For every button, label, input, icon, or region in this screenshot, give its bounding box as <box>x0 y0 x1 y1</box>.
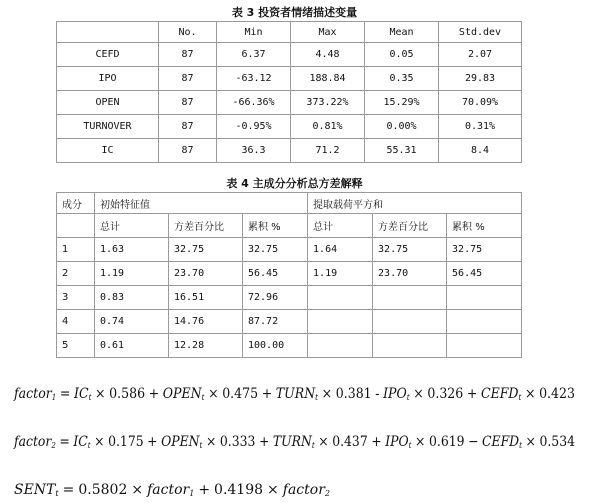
table-cell <box>57 214 95 238</box>
formula-lhs: factor$_2$ <box>14 434 56 450</box>
table-cell: 32.75 <box>373 238 447 262</box>
formula-factor2 <box>14 434 575 450</box>
formula-coefficient: 0.326 <box>427 386 464 402</box>
table-row <box>57 139 522 163</box>
table-cell: 0.74 <box>95 310 169 334</box>
formula-variable: $OPEN_t$ <box>162 386 205 402</box>
formula-coefficient: 0.175 <box>108 434 144 450</box>
table-row <box>57 286 522 310</box>
table-cell: 72.96 <box>243 286 308 310</box>
table3-column-header: Max <box>291 22 365 43</box>
table-cell <box>447 310 522 334</box>
table4-column-header: 累积 % <box>447 214 522 238</box>
formula-operator: = <box>62 482 75 498</box>
table-cell: 56.45 <box>243 262 308 286</box>
table-row <box>57 334 522 358</box>
table4-caption: 表 4 主成分分析总方差解释 <box>226 177 363 190</box>
table-row <box>57 91 522 115</box>
table3-column-header: No. <box>159 22 217 43</box>
formula-operator: = <box>59 386 71 402</box>
formula-operator: × <box>525 434 536 450</box>
table-cell: 0.83 <box>95 286 169 310</box>
formula-operator: × <box>94 434 105 450</box>
formula-operator: = <box>59 434 70 450</box>
table-cell: 15.29% <box>365 91 439 115</box>
table-cell: 3 <box>57 286 95 310</box>
table-cell: 87 <box>159 115 217 139</box>
table-cell: 32.75 <box>447 238 522 262</box>
formula-coefficient: 0.5802 <box>78 482 128 498</box>
table-cell: 12.28 <box>169 334 243 358</box>
table-cell <box>447 334 522 358</box>
table-cell: 1 <box>57 238 95 262</box>
formula-coefficient: 0.4198 <box>214 482 264 498</box>
table-cell <box>373 334 447 358</box>
formula-coefficient: 0.423 <box>539 386 575 402</box>
table-cell: 56.45 <box>447 262 522 286</box>
table4-sub-header-row <box>57 214 522 238</box>
table-cell: 0.61 <box>95 334 169 358</box>
formula-operator: × <box>321 386 333 402</box>
formula-coefficient: 0.333 <box>219 434 256 450</box>
formula-coefficient: 0.437 <box>332 434 368 450</box>
table4 <box>56 192 522 358</box>
table4-column-header: 总计 <box>308 214 373 238</box>
table-cell: 32.75 <box>169 238 243 262</box>
table-cell: 188.84 <box>291 67 365 91</box>
table-cell: 4 <box>57 310 95 334</box>
table-cell: 6.37 <box>217 43 291 67</box>
table-cell <box>308 286 373 310</box>
table-row <box>57 67 522 91</box>
table-cell: -63.12 <box>217 67 291 91</box>
table-cell: 23.70 <box>373 262 447 286</box>
formula-sent <box>14 482 330 498</box>
table-cell: 16.51 <box>169 286 243 310</box>
table4-column-header: 方差百分比 <box>373 214 447 238</box>
table-cell: IPO <box>57 67 159 91</box>
initial-eigenvalues-header: 初始特征值 <box>95 193 308 214</box>
table-cell: IC <box>57 139 159 163</box>
table-cell: 5 <box>57 334 95 358</box>
table3-caption: 表 3 投资者情绪描述变量 <box>231 6 358 19</box>
table-cell: 87 <box>159 43 217 67</box>
table-cell <box>373 310 447 334</box>
formula-variable: $IC_t$ <box>74 386 92 402</box>
formula-variable: $CEFD_t$ <box>482 434 522 450</box>
table-cell: 29.83 <box>439 67 522 91</box>
formula-operator: + <box>148 386 160 402</box>
table4-column-header: 总计 <box>95 214 169 238</box>
table-cell: 87 <box>159 139 217 163</box>
formula-operator: × <box>95 386 106 402</box>
table-cell: CEFD <box>57 43 159 67</box>
table-cell: 32.75 <box>243 238 308 262</box>
table-row <box>57 115 522 139</box>
formula-lhs: $SENT_t$ <box>14 482 59 498</box>
formula-variable: $IC_t$ <box>73 434 91 450</box>
table-row <box>57 43 522 67</box>
table-cell <box>447 286 522 310</box>
table-cell: 1.19 <box>95 262 169 286</box>
table-cell: 55.31 <box>365 139 439 163</box>
formula-coefficient: 0.534 <box>539 434 575 450</box>
formula-operator: × <box>318 434 329 450</box>
table-cell: 1.63 <box>95 238 169 262</box>
formula-operator: × <box>208 386 219 402</box>
table-cell: 87 <box>159 91 217 115</box>
extraction-sums-header: 提取载荷平方和 <box>308 193 522 214</box>
component-header: 成分 <box>57 193 95 214</box>
table-cell: 4.48 <box>291 43 365 67</box>
formula-operator: + <box>261 386 273 402</box>
table-cell: 0.00% <box>365 115 439 139</box>
formula-variable: $CEFD_t$ <box>480 386 522 402</box>
table-cell <box>308 334 373 358</box>
formula-operator: × <box>413 386 424 402</box>
formula-operator: + <box>198 482 211 498</box>
formula-operator: × <box>131 482 144 498</box>
table-cell <box>373 286 447 310</box>
table-cell: 373.22% <box>291 91 365 115</box>
table-row <box>57 238 522 262</box>
table4-column-header: 方差百分比 <box>169 214 243 238</box>
formula-variable: $TURN_t$ <box>272 434 315 450</box>
formula-operator: × <box>415 434 426 450</box>
formula-operator: × <box>267 482 279 498</box>
table4-column-header: 累积 % <box>243 214 308 238</box>
table3 <box>56 21 522 163</box>
formula-variable: $IPO_t$ <box>383 386 410 402</box>
table3-header-row <box>57 22 522 43</box>
table-cell: 8.4 <box>439 139 522 163</box>
formula-variable: factor$_2$ <box>282 482 330 498</box>
formula-coefficient: 0.475 <box>222 386 259 402</box>
table-cell: 0.05 <box>365 43 439 67</box>
table-cell: 2 <box>57 262 95 286</box>
formula-coefficient: 0.381 <box>335 386 372 402</box>
formula-operator: - <box>375 386 380 402</box>
table-cell: -0.95% <box>217 115 291 139</box>
formula-variable: $TURN_t$ <box>275 386 319 402</box>
table-cell: -66.36% <box>217 91 291 115</box>
formula-lhs: factor$_1$ <box>14 386 57 402</box>
formula-operator: + <box>258 434 270 450</box>
formula-operator: − <box>468 434 479 450</box>
table-cell: 87 <box>159 67 217 91</box>
table-cell: 14.76 <box>169 310 243 334</box>
table-cell: OPEN <box>57 91 159 115</box>
table4-group-header-row <box>57 193 522 214</box>
table-cell: 1.19 <box>308 262 373 286</box>
table-cell: 0.81% <box>291 115 365 139</box>
table3-column-header: Min <box>217 22 291 43</box>
table-row <box>57 310 522 334</box>
formula-operator: × <box>205 434 217 450</box>
table-cell <box>308 310 373 334</box>
table-cell: 100.00 <box>243 334 308 358</box>
formula-operator: + <box>147 434 158 450</box>
formula-coefficient: 0.619 <box>428 434 465 450</box>
formula-factor1 <box>14 386 575 402</box>
formula-operator: × <box>524 386 536 402</box>
table3-column-header <box>57 22 159 43</box>
table-row <box>57 262 522 286</box>
formula-variable: factor$_1$ <box>147 482 195 498</box>
table-cell: 23.70 <box>169 262 243 286</box>
table-cell: 87.72 <box>243 310 308 334</box>
table-cell: 0.31% <box>439 115 522 139</box>
formula-variable: $OPEN_t$ <box>161 434 203 450</box>
formula-operator: + <box>371 434 382 450</box>
table3-column-header: Mean <box>365 22 439 43</box>
table-cell: 71.2 <box>291 139 365 163</box>
table-cell: TURNOVER <box>57 115 159 139</box>
formula-operator: + <box>466 386 478 402</box>
table-cell: 0.35 <box>365 67 439 91</box>
formula-coefficient: 0.586 <box>109 386 146 402</box>
table3-column-header: Std.dev <box>439 22 522 43</box>
formula-variable: $IPO_t$ <box>385 434 412 450</box>
table-cell: 1.64 <box>308 238 373 262</box>
table-cell: 2.07 <box>439 43 522 67</box>
table-cell: 70.09% <box>439 91 522 115</box>
table-cell: 36.3 <box>217 139 291 163</box>
